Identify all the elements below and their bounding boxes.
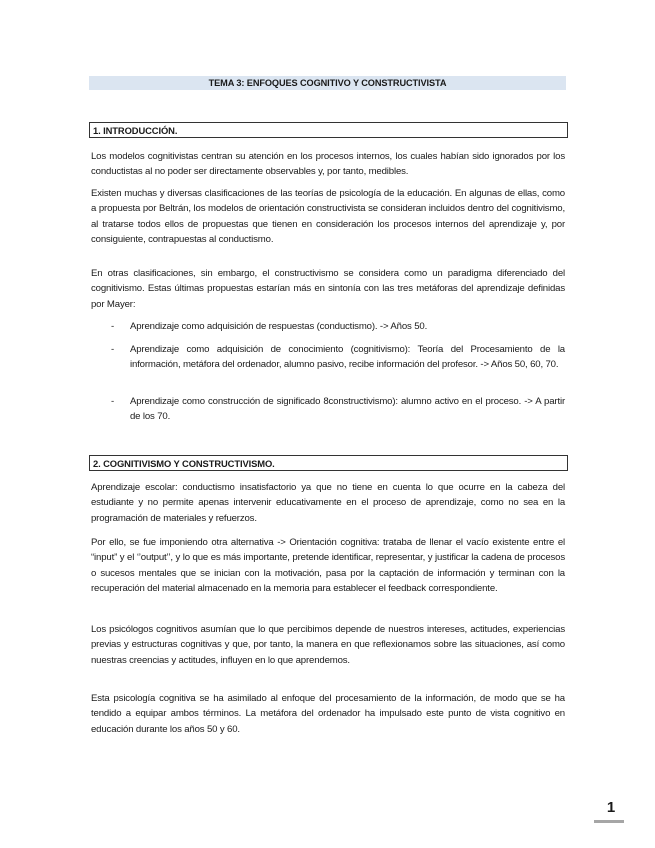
bullet-marker: - [111, 396, 115, 407]
bullet-marker: - [111, 344, 115, 355]
paragraph: Los modelos cognitivistas centran su atención en los procesos internos, los cuales habían sido ignorados por los conductistas al no poder ser directamente observables y, por tanto, medibles. [91, 151, 565, 178]
bullet-marker: - [111, 321, 115, 332]
bullet-item [111, 342, 565, 373]
bullet-text: Aprendizaje como construcción de significado 8constructivismo): alumno activo en el proceso. -> A partir de los 70. [130, 396, 565, 423]
paragraph: En otras clasificaciones, sin embargo, el constructivismo se considera como un paradigma diferenciado del cognitivismo. Estas últimas propuestas estarían más en sintonía con las tres metáforas del aprendizaje definidas por Mayer: [91, 268, 565, 310]
paragraph: Aprendizaje escolar: conductismo insatisfactorio ya que no tiene en cuenta lo que ocurre en la cabeza del estudiante y no permite apenas intervenir educativamente en el proceso de aprendizaje, como no sea en la programación de materiales y refuerzos. [91, 482, 565, 524]
paragraph: Esta psicología cognitiva se ha asimilado al enfoque del procesamiento de la información, de modo que se ha tendido a equipar ambos términos. La metáfora del ordenador ha impulsado este punto de vista cognitivo en educación durante los años 50 y 60. [91, 693, 565, 735]
page-number-rule [594, 820, 624, 823]
paragraph: Por ello, se fue imponiendo otra alternativa -> Orientación cognitiva: trataba de llenar el vacío existente entre el “input” y el ‘’output’’, y lo que es más importante, pretende identificar, representar, y justificar la cadena de procesos o sucesos mentales que se inician con la motivación, pasa por la captación de información y terminan con la recuperación del material almacenado en la memoria para establecer el feedback correspondiente. [91, 537, 565, 595]
bullet-item [111, 319, 565, 334]
section-heading-introduccion: 1. INTRODUCCIÓN. [89, 122, 568, 138]
paragraph: Existen muchas y diversas clasificaciones de las teorías de psicología de la educación. En algunas de ellas, como a propuesta por Beltrán, los modelos de orientación constructivista se consideran incluidos dentro del cognitivismo, al tratarse todos ellos de propuestas que tienen en consideración los procesos internos del aprendizaje y, por consiguiente, contrapuestas al conductismo. [91, 188, 565, 246]
page-number: 1 [606, 799, 616, 816]
paragraph: Los psicólogos cognitivos asumían que lo que percibimos depende de nuestros intereses, actitudes, experiencias previas y estructuras cognitivas y que, por tanto, la manera en que reflexionamos sobre las situaciones, así como nuestras creencias y actitudes, influyen en lo que aprendemos. [91, 624, 565, 666]
bullet-text: Aprendizaje como adquisición de respuestas (conductismo). -> Años 50. [130, 321, 428, 332]
bullet-item [111, 394, 565, 425]
section-heading-cognitivismo: 2. COGNITIVISMO Y CONSTRUCTIVISMO. [89, 455, 568, 471]
document-title: TEMA 3: ENFOQUES COGNITIVO Y CONSTRUCTIVISTA [89, 76, 566, 90]
bullet-text: Aprendizaje como adquisición de conocimiento (cognitivismo): Teoría del Procesamiento de la información, metáfora del ordenador, alumno pasivo, recibe información del profesor. -> Años 50, 60, 70. [130, 344, 565, 371]
